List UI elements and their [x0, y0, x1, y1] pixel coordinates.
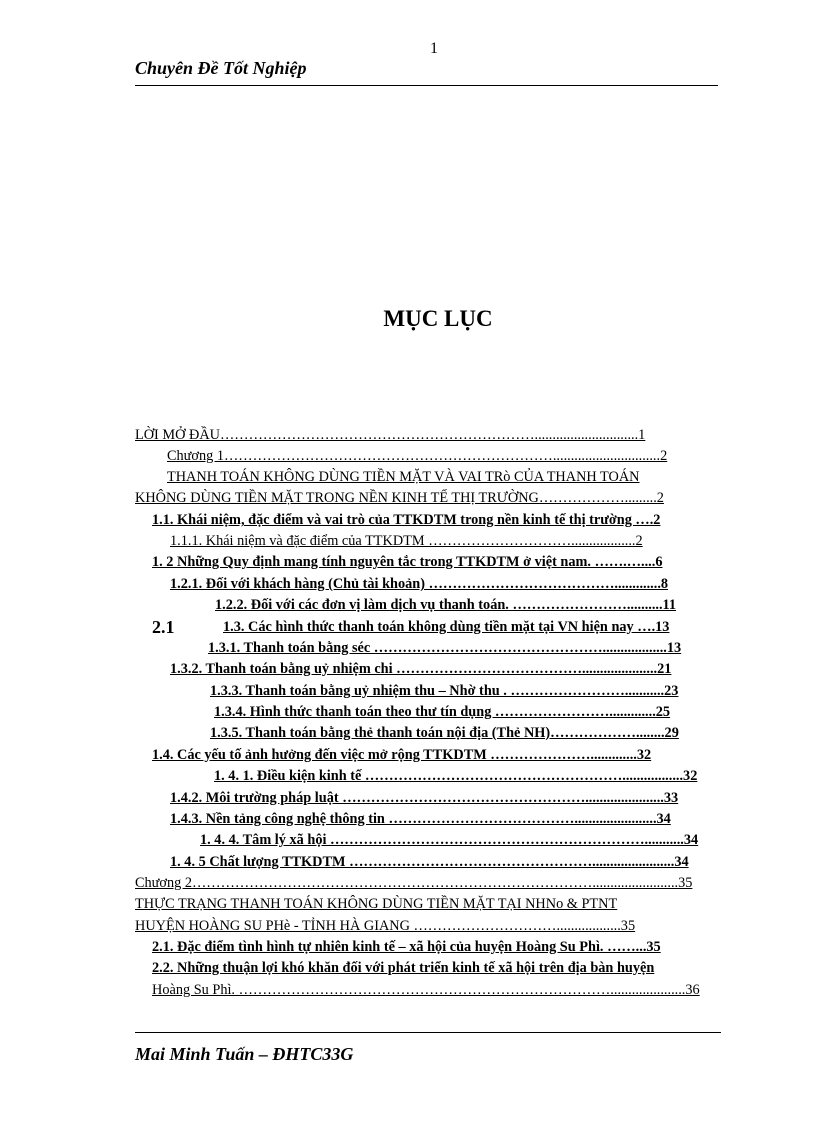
toc-entry[interactable]: 1.3.1. Thanh toán bằng séc …………………………………………..................13 — [208, 640, 682, 656]
page-number: 1 — [430, 40, 438, 57]
toc-entry[interactable]: 1.4.2. Môi trường pháp luật ……………………………………………......................33 — [170, 790, 679, 806]
running-footer: Mai Minh Tuấn – ĐHTC33G — [135, 1044, 354, 1064]
toc-entry[interactable]: LỜI MỞ ĐẦU………………………………………………………….............................1 — [135, 427, 646, 443]
toc-entry[interactable]: 1.3.5. Thanh toán bằng thẻ thanh toán nội địa (Thẻ NH)………………........29 — [210, 725, 679, 741]
toc-entry[interactable]: 1.4.3. Nền tảng công nghệ thông tin ………………………………….......................34 — [170, 811, 671, 827]
toc-entry[interactable]: Hoàng Su Phì. …………………………………………………………………….....................36 — [152, 982, 700, 998]
toc-entry[interactable]: 1. 4. 1. Điều kiện kinh tế ……………………………………………….................32 — [214, 768, 698, 784]
toc-entry[interactable]: 1.1. Khái niệm, đặc điểm và vai trò của TTKDTM trong nền kinh tế thị trường ….2 — [152, 512, 661, 528]
page-title: MỤC LỤC — [383, 306, 493, 331]
toc-entry[interactable]: Chương 1……………………………………………………………..............................2 — [167, 448, 668, 464]
toc-entry[interactable]: THANH TOÁN KHÔNG DÙNG TIỀN MẶT VÀ VAI TRò CỦA THANH TOÁN — [167, 469, 640, 485]
toc-entry[interactable]: HUYỆN HOÀNG SU PHè - TỈNH HÀ GIANG …………………………..................35 — [135, 918, 636, 934]
toc-entry[interactable]: 1. 4. 5 Chất lượng TTKDTM …………………………………………….......................34 — [170, 854, 689, 870]
header-rule — [135, 85, 718, 86]
toc-entry[interactable]: 2.1. Đặc điểm tình hình tự nhiên kinh tế – xã hội của huyện Hoàng Su Phì. ……...35 — [152, 939, 661, 955]
toc-entry[interactable]: 1. 2 Những Quy định mang tính nguyên tắc trong TTKDTM ở việt nam. …….…....6 — [152, 554, 663, 570]
toc-entry[interactable]: 1.3. Các hình thức thanh toán không dùng tiền mặt tại VN hiện nay ….13 — [223, 619, 670, 635]
toc-entry[interactable]: 2.2. Những thuận lợi khó khăn đối với phát triển kinh tế xã hội trên địa bàn huyện — [152, 960, 655, 976]
toc-entry[interactable]: 1.3.2. Thanh toán bằng uỷ nhiệm chi ………………………………….....................21 — [170, 661, 672, 677]
footer-rule — [135, 1032, 721, 1033]
toc-entry[interactable]: 1. 4. 4. Tâm lý xã hội …………………………………………………………...........34 — [200, 832, 699, 848]
section-marker: 2.1 — [152, 617, 175, 637]
toc-entry[interactable]: 1.2.2. Đối với các đơn vị làm dịch vụ thanh toán. ……………………..........11 — [215, 597, 677, 613]
toc-entry[interactable]: 1.4. Các yếu tố ảnh hưởng đến việc mở rộng TTKDTM ………………….............32 — [152, 747, 652, 763]
toc-entry[interactable]: Chương 2…………………………………………………………………………........................35 — [135, 875, 693, 891]
toc-entry[interactable]: KHÔNG DÙNG TIỀN MẶT TRONG NỀN KINH TẾ THỊ TRƯỜNG……………….........2 — [135, 490, 664, 506]
running-header: Chuyên Đề Tốt Nghiệp — [135, 58, 307, 78]
toc-entry[interactable]: THỰC TRẠNG THANH TOÁN KHÔNG DÙNG TIỀN MẶT TẠI NHNo & PTNT — [135, 896, 618, 912]
toc-entry[interactable]: 1.2.1. Đối với khách hàng (Chủ tài khoản) ………………………………….............8 — [170, 576, 669, 592]
toc-entry[interactable]: 1.3.4. Hình thức thanh toán theo thư tín dụng …………………….............25 — [214, 704, 671, 720]
toc-entry[interactable]: 1.3.3. Thanh toán bằng uỷ nhiệm thu – Nhờ thu . ……………………...........23 — [210, 683, 679, 699]
toc-entry[interactable]: 1.1.1. Khái niệm và đặc điểm của TTKDTM …………………………..................2 — [170, 533, 643, 549]
